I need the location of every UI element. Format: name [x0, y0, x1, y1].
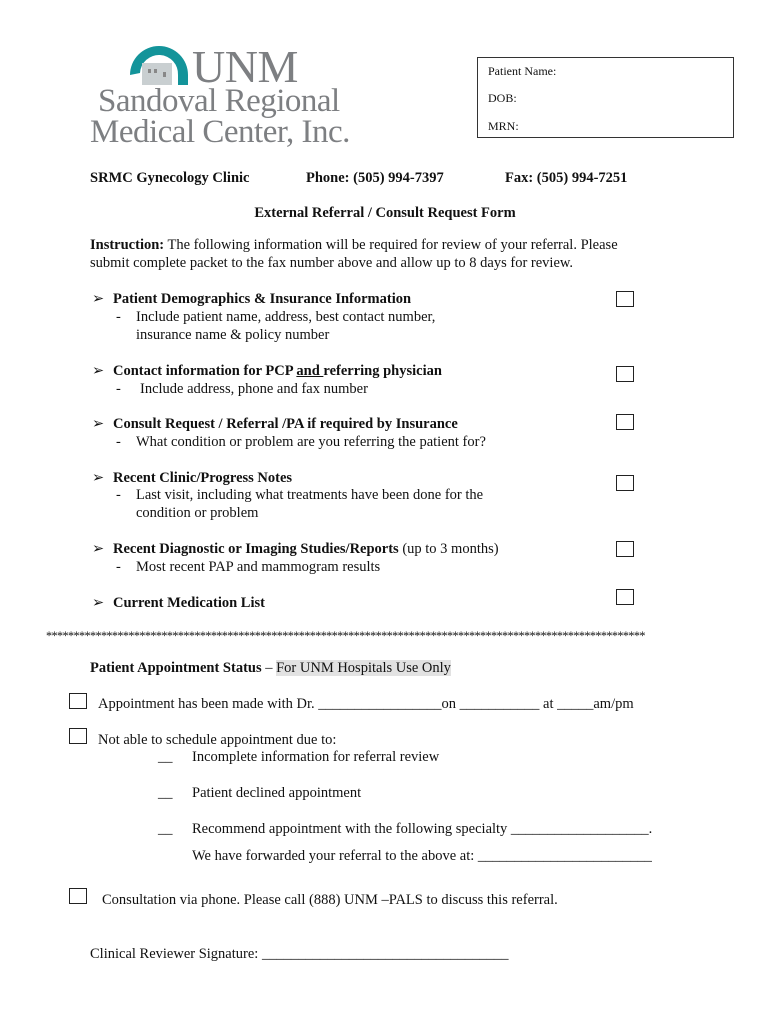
instruction-label: Instruction:	[90, 237, 165, 253]
dash: -	[116, 559, 121, 575]
logo-line2: Medical Center, Inc.	[90, 114, 350, 150]
bullet-icon: ➢	[92, 595, 105, 611]
patient-name-field[interactable]: Patient Name:	[488, 64, 557, 78]
checklist-item-sub: What condition or problem are you referring the patient for?	[136, 434, 486, 450]
clinic-fax: Fax: (505) 994-7251	[505, 170, 628, 186]
reason-blank[interactable]: __	[158, 785, 173, 801]
title-part: Recent Diagnostic or Imaging Studies/Reports	[113, 541, 399, 557]
checkbox-unable-to-schedule[interactable]	[69, 728, 87, 744]
title-part: referring physician	[323, 363, 442, 379]
checklist-item-sub: insurance name & policy number	[136, 327, 330, 343]
separator: *************************************************************************************************************	[46, 629, 645, 643]
mrn-field[interactable]: MRN:	[488, 119, 519, 133]
bullet-icon: ➢	[92, 470, 105, 486]
bullet-icon: ➢	[92, 363, 105, 379]
instruction-text: The following information will be required for review of your referral. Please	[164, 237, 618, 253]
title-extra: (up to 3 months)	[398, 541, 499, 557]
dash: -	[116, 309, 121, 325]
status-dash: –	[261, 660, 277, 676]
instruction-line2: submit complete packet to the fax number above and allow up to 8 days for review.	[90, 255, 574, 271]
reason-text: Incomplete information for referral review	[192, 749, 440, 765]
dash: -	[116, 434, 121, 450]
title-part: Contact information for PCP	[113, 363, 297, 379]
checkbox-contact-info[interactable]	[616, 366, 634, 382]
reason-blank[interactable]: __	[158, 821, 173, 837]
appointment-status-heading	[90, 659, 451, 677]
clinic-name: SRMC Gynecology Clinic	[90, 170, 250, 186]
forwarded-text: We have forwarded your referral to the above at: ________________________	[192, 848, 652, 864]
logo-line1: Sandoval Regional	[98, 83, 340, 119]
logo-unm: UNM	[192, 41, 298, 92]
appointment-made-text: Appointment has been made with Dr. _________________on ___________ at _____am/pm	[98, 696, 634, 712]
bullet-icon: ➢	[92, 416, 105, 432]
checklist-item-sub: condition or problem	[136, 505, 259, 521]
checkbox-medication-list[interactable]	[616, 589, 634, 605]
checkbox-consult-request[interactable]	[616, 414, 634, 430]
patient-info-box	[477, 57, 734, 138]
form-title: External Referral / Consult Request Form	[254, 205, 516, 221]
checklist-item-title: Consult Request / Referral /PA if required by Insurance	[113, 416, 458, 432]
checklist-item-title	[113, 540, 499, 558]
checkbox-progress-notes[interactable]	[616, 475, 634, 491]
clinic-phone: Phone: (505) 994-7397	[306, 170, 444, 186]
bullet-icon: ➢	[92, 291, 105, 307]
reason-blank[interactable]: __	[158, 749, 173, 765]
checkbox-demographics[interactable]	[616, 291, 634, 307]
checklist-item-title: Recent Clinic/Progress Notes	[113, 470, 293, 486]
reason-text: Patient declined appointment	[192, 785, 362, 801]
title-underlined: and	[296, 363, 324, 379]
dash: -	[116, 487, 121, 503]
phone-consult-text: Consultation via phone. Please call (888) UNM –PALS to discuss this referral.	[102, 892, 558, 908]
checklist-item-title: Current Medication List	[113, 595, 265, 611]
unable-text: Not able to schedule appointment due to:	[98, 732, 337, 748]
checklist-item-title	[113, 362, 442, 380]
status-note: For UNM Hospitals Use Only	[276, 660, 451, 676]
checklist-item-sub: Most recent PAP and mammogram results	[136, 559, 381, 575]
reason-text: Recommend appointment with the following specialty ___________________.	[192, 821, 653, 837]
instruction-line1	[90, 236, 618, 254]
checklist-item-sub: Include address, phone and fax number	[140, 381, 368, 397]
dob-field[interactable]: DOB:	[488, 91, 517, 105]
checklist-item-sub: Include patient name, address, best contact number,	[136, 309, 436, 325]
checkbox-phone-consult[interactable]	[69, 888, 87, 904]
checkbox-appointment-made[interactable]	[69, 693, 87, 709]
dash: -	[116, 381, 121, 397]
status-label: Patient Appointment Status	[90, 660, 262, 676]
bullet-icon: ➢	[92, 541, 105, 557]
checklist-item-title: Patient Demographics & Insurance Information	[113, 291, 412, 307]
checkbox-imaging[interactable]	[616, 541, 634, 557]
reviewer-signature[interactable]: Clinical Reviewer Signature: __________________________________	[90, 946, 509, 962]
checklist-item-sub: Last visit, including what treatments have been done for the	[136, 487, 484, 503]
